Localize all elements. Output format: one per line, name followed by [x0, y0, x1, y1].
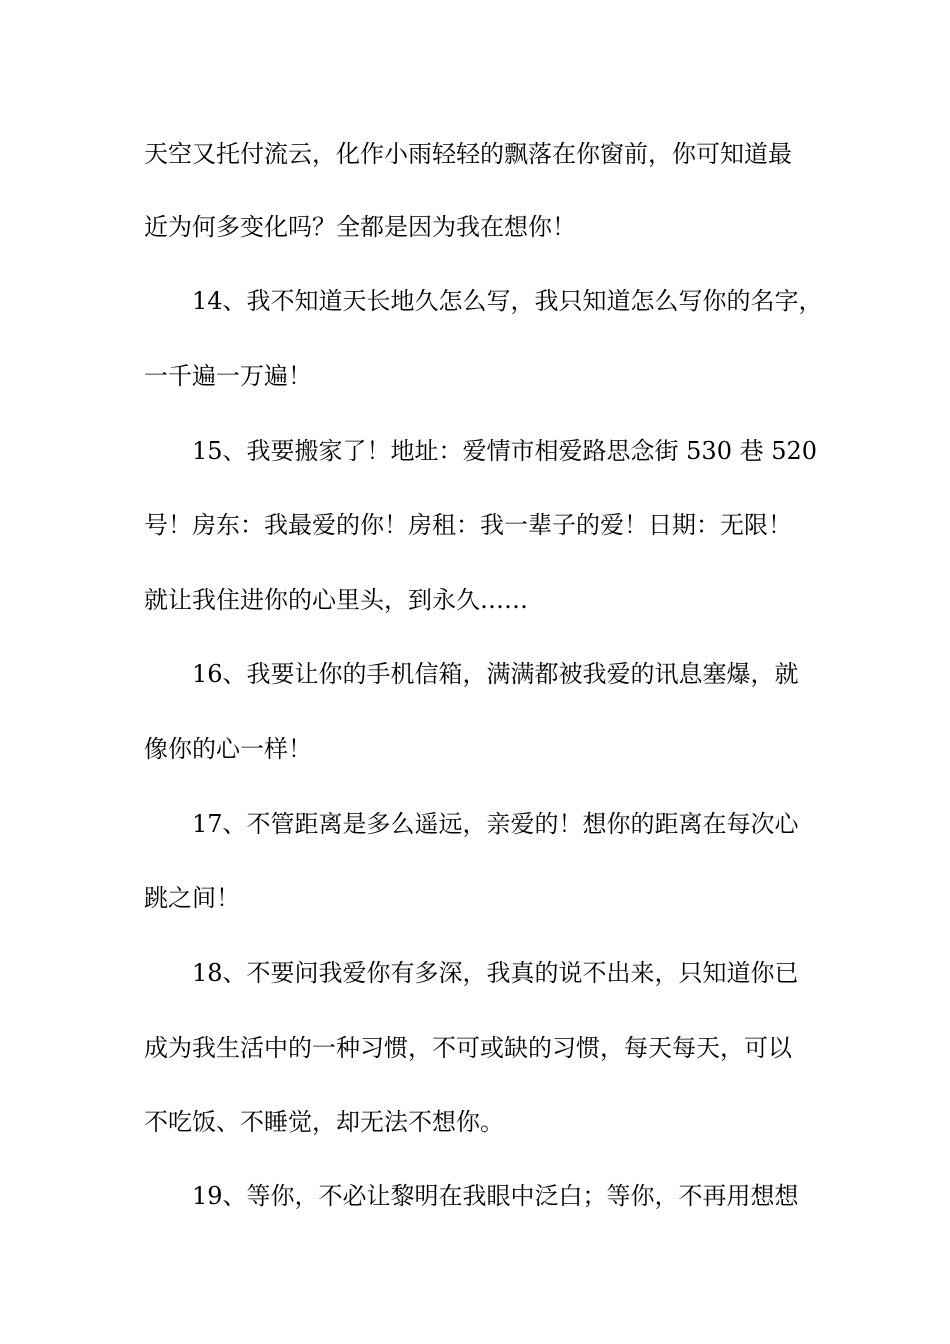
paragraph-17-start: 17、不管距离是多么遥远，亲爱的！想你的距离在每次心: [192, 810, 799, 838]
text-line: 天空又托付流云，化作小雨轻轻的飘落在你窗前，你可知道最: [144, 140, 792, 168]
text-line: 跳之间！: [144, 884, 240, 912]
text-line: 成为我生活中的一种习惯，不可或缺的习惯，每天每天，可以: [144, 1034, 792, 1062]
text-line: 就让我住进你的心里头，到永久……: [144, 586, 528, 614]
paragraph-18-start: 18、不要问我爱你有多深，我真的说不出来，只知道你已: [192, 959, 799, 987]
paragraph-16-start: 16、我要让你的手机信箱，满满都被我爱的讯息塞爆，就: [192, 660, 799, 688]
text-line: 号！房东：我最爱的你！房租：我一辈子的爱！日期：无限！: [144, 511, 792, 539]
text-line: 像你的心一样！: [144, 735, 312, 763]
text-line: 一千遍一万遍！: [144, 362, 312, 390]
paragraph-19-start: 19、等你，不必让黎明在我眼中泛白；等你，不再用想想: [192, 1182, 799, 1210]
text-line: 近为何多变化吗？全都是因为我在想你！: [144, 213, 576, 241]
text-line: 不吃饭、不睡觉，却无法不想你。: [144, 1108, 504, 1136]
paragraph-15-start: 15、我要搬家了！地址：爱情市相爱路思念街 530 巷 520: [192, 437, 818, 465]
paragraph-14-start: 14、我不知道天长地久怎么写，我只知道怎么写你的名字，: [192, 287, 823, 315]
